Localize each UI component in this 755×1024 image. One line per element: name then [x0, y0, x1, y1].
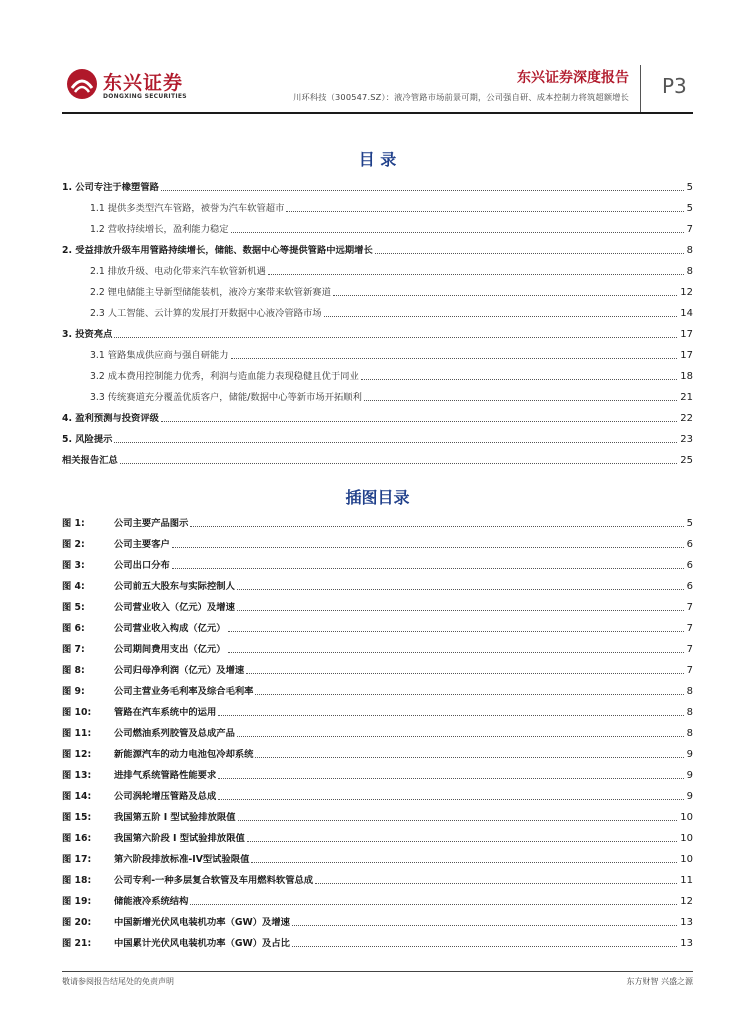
figure-leader-dots — [315, 883, 677, 884]
toc-entry[interactable] — [62, 340, 693, 361]
figure-leader-dots — [238, 820, 678, 821]
header-rule — [62, 112, 693, 114]
figure-number: 图 19: — [62, 896, 92, 907]
figure-number: 图 4: — [62, 581, 85, 592]
toc-entry-label: 2. 受益排放升级车用管路持续增长，储能、数据中心等提供管路中远期增长 — [62, 242, 375, 256]
toc-entry-page: 5 — [684, 203, 693, 214]
figure-label: 公司主营业务毛利率及综合毛利率 — [114, 686, 254, 697]
figure-number: 图 18: — [62, 875, 92, 886]
toc-entry-label: 1.1 提供多类型汽车管路，被誉为汽车软管超市 — [62, 200, 286, 214]
toc-entry[interactable] — [62, 424, 693, 445]
report-type: 东兴证券深度报告 — [517, 70, 629, 86]
figure-entry[interactable] — [62, 508, 693, 529]
toc-leader-dots — [161, 421, 677, 422]
figure-entry[interactable] — [62, 571, 693, 592]
figure-number: 图 14: — [62, 791, 92, 802]
figure-page: 11 — [677, 875, 693, 886]
figure-entry[interactable] — [62, 823, 693, 844]
toc-entry[interactable] — [62, 298, 693, 319]
toc-entry[interactable] — [62, 193, 693, 214]
figure-entry[interactable] — [62, 907, 693, 928]
figure-entry[interactable] — [62, 676, 693, 697]
toc-leader-dots — [286, 211, 683, 212]
toc-leader-dots — [324, 316, 678, 317]
figure-leader-dots — [237, 610, 684, 611]
figure-label: 我国第五阶 I 型试验排放限值 — [114, 812, 236, 823]
toc-title: 目 录 — [358, 150, 397, 169]
figure-list — [62, 508, 693, 949]
figure-leader-dots — [218, 778, 683, 779]
figure-leader-dots — [292, 946, 677, 947]
figure-label: 公司主要产品图示 — [114, 518, 189, 529]
figure-page: 8 — [684, 728, 693, 739]
toc-entry[interactable] — [62, 277, 693, 298]
figure-leader-dots — [228, 631, 684, 632]
toc-leader-dots — [364, 400, 677, 401]
toc-entry-page: 17 — [677, 350, 693, 361]
figure-number: 图 5: — [62, 602, 85, 613]
figure-entry[interactable] — [62, 718, 693, 739]
figures-title: 插图目录 — [345, 488, 410, 507]
figure-entry[interactable] — [62, 634, 693, 655]
figure-page: 10 — [677, 812, 693, 823]
figure-leader-dots — [218, 799, 683, 800]
toc-entry-label: 2.1 排放升级、电动化带来汽车软管新机遇 — [62, 263, 268, 277]
toc-entry[interactable] — [62, 256, 693, 277]
figure-label: 新能源汽车的动力电池包冷却系统 — [114, 749, 254, 760]
figure-page: 9 — [684, 770, 693, 781]
toc-leader-dots — [231, 358, 678, 359]
toc-entry[interactable] — [62, 172, 693, 193]
toc-entry-label: 3.2 成本费用控制能力优秀，利润与造血能力表现稳健且优于同业 — [62, 368, 361, 382]
toc-leader-dots — [114, 337, 677, 338]
figure-leader-dots — [251, 862, 677, 863]
figure-number: 图 16: — [62, 833, 92, 844]
figure-leader-dots — [255, 694, 683, 695]
logo-english-text: DONGXING SECURITIES — [103, 93, 187, 100]
figure-page: 13 — [677, 917, 693, 928]
figure-number: 图 10: — [62, 707, 92, 718]
figure-leader-dots — [237, 589, 684, 590]
toc-entry-page: 8 — [684, 245, 693, 256]
toc-entry[interactable] — [62, 235, 693, 256]
figure-leader-dots — [292, 925, 677, 926]
figure-entry[interactable] — [62, 592, 693, 613]
figure-leader-dots — [218, 715, 683, 716]
figure-number: 图 15: — [62, 812, 92, 823]
toc-list — [62, 172, 693, 466]
figure-leader-dots — [172, 547, 684, 548]
figure-entry[interactable] — [62, 844, 693, 865]
figure-page: 10 — [677, 833, 693, 844]
figure-leader-dots — [247, 841, 677, 842]
figure-label: 公司专利-一种多层复合软管及车用燃料软管总成 — [114, 875, 314, 886]
figure-number: 图 17: — [62, 854, 92, 865]
figure-label: 公司归母净利润（亿元）及增速 — [114, 665, 245, 676]
toc-leader-dots — [333, 295, 677, 296]
toc-leader-dots — [120, 463, 677, 464]
figure-entry[interactable] — [62, 760, 693, 781]
toc-entry-page: 7 — [684, 224, 693, 235]
figure-number: 图 8: — [62, 665, 85, 676]
toc-entry-page: 23 — [677, 434, 693, 445]
figure-label: 进排气系统管路性能要求 — [114, 770, 217, 781]
toc-entry[interactable] — [62, 319, 693, 340]
figure-page: 10 — [677, 854, 693, 865]
figure-entry[interactable] — [62, 865, 693, 886]
figure-label: 中国新增光伏风电装机功率（GW）及增速 — [114, 917, 290, 928]
toc-entry-page: 5 — [684, 182, 693, 193]
figure-number: 图 20: — [62, 917, 92, 928]
figure-number: 图 6: — [62, 623, 85, 634]
toc-entry-label: 4. 盈利预测与投资评级 — [62, 410, 161, 424]
logo-text: 东兴证券 — [103, 72, 184, 94]
figure-entry[interactable] — [62, 886, 693, 907]
figure-leader-dots — [228, 652, 684, 653]
figure-label: 公司涡轮增压管路及总成 — [114, 791, 217, 802]
toc-entry-page: 18 — [677, 371, 693, 382]
toc-entry-page: 25 — [677, 455, 693, 466]
figure-number: 图 7: — [62, 644, 85, 655]
toc-entry-label: 3.3 传统赛道充分覆盖优质客户，储能/数据中心等新市场开拓顺利 — [62, 389, 364, 403]
figure-label: 公司营业收入（亿元）及增速 — [114, 602, 235, 613]
figure-leader-dots — [237, 736, 684, 737]
toc-entry-page: 22 — [677, 413, 693, 424]
figure-entry[interactable] — [62, 697, 693, 718]
toc-entry[interactable] — [62, 361, 693, 382]
figure-page: 7 — [684, 602, 693, 613]
figure-label: 储能液冷系统结构 — [114, 896, 189, 907]
figure-number: 图 1: — [62, 518, 85, 529]
toc-entry-page: 8 — [684, 266, 693, 277]
figure-label: 公司前五大股东与实际控制人 — [114, 581, 235, 592]
toc-entry-page: 21 — [677, 392, 693, 403]
toc-entry-page: 12 — [677, 287, 693, 298]
toc-entry[interactable] — [62, 403, 693, 424]
figure-page: 7 — [684, 644, 693, 655]
toc-entry-label: 2.3 人工智能、云计算的发展打开数据中心液冷管路市场 — [62, 305, 324, 319]
toc-entry-label: 1. 公司专注于橡塑管路 — [62, 179, 161, 193]
toc-entry-page: 14 — [677, 308, 693, 319]
figure-page: 7 — [684, 623, 693, 634]
toc-leader-dots — [375, 253, 684, 254]
figure-entry[interactable] — [62, 739, 693, 760]
figure-page: 8 — [684, 707, 693, 718]
figure-page: 6 — [684, 560, 693, 571]
figure-page: 5 — [684, 518, 693, 529]
toc-leader-dots — [361, 379, 678, 380]
figure-label: 中国累计光伏风电装机功率（GW）及占比 — [114, 938, 290, 949]
figure-leader-dots — [255, 757, 683, 758]
toc-leader-dots — [231, 232, 684, 233]
company-logo — [66, 66, 186, 106]
figure-number: 图 9: — [62, 686, 85, 697]
figure-entry[interactable] — [62, 529, 693, 550]
toc-leader-dots — [114, 442, 677, 443]
toc-entry-label: 2.2 锂电储能主导新型储能装机，液冷方案带来软管新赛道 — [62, 284, 333, 298]
figure-entry[interactable] — [62, 613, 693, 634]
figure-leader-dots — [190, 904, 677, 905]
toc-entry-label: 3. 投资亮点 — [62, 326, 114, 340]
figure-page: 13 — [677, 938, 693, 949]
toc-entry[interactable] — [62, 214, 693, 235]
figure-leader-dots — [246, 673, 683, 674]
figure-leader-dots — [172, 568, 684, 569]
figure-page: 6 — [684, 581, 693, 592]
figure-entry[interactable] — [62, 928, 693, 949]
toc-entry-label: 3.1 管路集成供应商与强自研能力 — [62, 347, 231, 361]
page-number: P3 — [662, 74, 687, 98]
figure-label: 公司期间费用支出（亿元） — [114, 644, 226, 655]
footer-disclaimer: 敬请参阅报告结尾处的免责声明 — [62, 977, 174, 986]
figure-number: 图 12: — [62, 749, 92, 760]
figure-page: 9 — [684, 791, 693, 802]
figure-number: 图 2: — [62, 539, 85, 550]
toc-entry[interactable] — [62, 382, 693, 403]
footer-rule — [62, 971, 693, 972]
toc-entry-label: 1.2 营收持续增长，盈利能力稳定 — [62, 221, 231, 235]
figure-entry[interactable] — [62, 781, 693, 802]
figure-number: 图 11: — [62, 728, 92, 739]
figure-entry[interactable] — [62, 802, 693, 823]
figure-number: 图 3: — [62, 560, 85, 571]
dongxing-logo-icon — [66, 68, 98, 100]
figure-label: 公司出口分布 — [114, 560, 170, 571]
figure-page: 7 — [684, 665, 693, 676]
figure-label: 我国第六阶段 I 型试验排放限值 — [114, 833, 245, 844]
toc-leader-dots — [161, 190, 684, 191]
toc-entry[interactable] — [62, 445, 693, 466]
header-divider — [640, 65, 641, 113]
toc-entry-label: 5. 风险提示 — [62, 431, 114, 445]
figure-number: 图 13: — [62, 770, 92, 781]
figure-leader-dots — [190, 526, 683, 527]
figure-page: 12 — [677, 896, 693, 907]
figure-entry[interactable] — [62, 655, 693, 676]
toc-entry-label: 相关报告汇总 — [62, 452, 120, 466]
figure-page: 6 — [684, 539, 693, 550]
footer-slogan: 东方财智 兴盛之源 — [626, 977, 693, 986]
toc-entry-page: 17 — [677, 329, 693, 340]
figure-label: 公司营业收入构成（亿元） — [114, 623, 226, 634]
figure-label: 第六阶段排放标准-IV型试验限值 — [114, 854, 250, 865]
figure-entry[interactable] — [62, 550, 693, 571]
figure-number: 图 21: — [62, 938, 92, 949]
figure-label: 管路在汽车系统中的运用 — [114, 707, 217, 718]
figure-label: 公司燃油系列胶管及总成产品 — [114, 728, 235, 739]
toc-leader-dots — [268, 274, 684, 275]
figure-page: 8 — [684, 686, 693, 697]
figure-page: 9 — [684, 749, 693, 760]
report-subtitle: 川环科技（300547.SZ）：液冷管路市场前景可期，公司强自研、成本控制力将筑超额增长 — [293, 92, 629, 102]
figure-label: 公司主要客户 — [114, 539, 170, 550]
